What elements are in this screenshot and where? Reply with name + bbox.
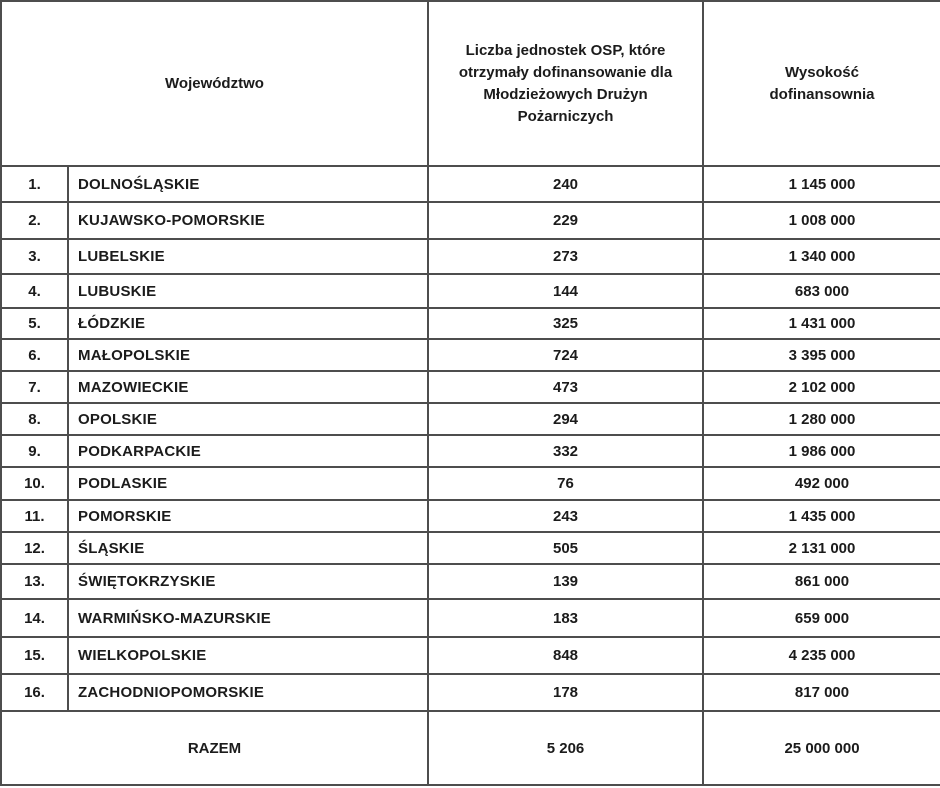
voivodeship-name-cell: ŚLĄSKIE <box>68 532 428 564</box>
total-amount-cell: 25 000 000 <box>703 711 940 785</box>
table-row <box>1 564 940 599</box>
voivodeship-name-cell: OPOLSKIE <box>68 403 428 435</box>
funding-amount-cell: 1 340 000 <box>703 239 940 274</box>
total-label-cell: RAZEM <box>1 711 428 785</box>
total-row <box>1 711 940 785</box>
row-number-cell: 8. <box>1 403 68 435</box>
header-wojewodztwo-label: Województwo <box>165 74 264 92</box>
osp-count-cell: 332 <box>428 435 703 467</box>
table-row <box>1 500 940 532</box>
funding-amount-cell: 1 280 000 <box>703 403 940 435</box>
header-osp-count <box>428 1 703 166</box>
voivodeship-name-cell: MAŁOPOLSKIE <box>68 339 428 371</box>
header-amount <box>703 1 940 166</box>
osp-count-cell: 243 <box>428 500 703 532</box>
funding-amount-cell: 2 102 000 <box>703 371 940 403</box>
voivodeship-name-cell: ŁÓDZKIE <box>68 308 428 339</box>
funding-amount-cell: 683 000 <box>703 274 940 308</box>
funding-amount-cell: 3 395 000 <box>703 339 940 371</box>
table-row <box>1 308 940 339</box>
row-number-cell: 3. <box>1 239 68 274</box>
table-row <box>1 166 940 202</box>
table-row <box>1 674 940 711</box>
osp-count-cell: 139 <box>428 564 703 599</box>
osp-count-cell: 178 <box>428 674 703 711</box>
table-row <box>1 239 940 274</box>
table-row <box>1 599 940 637</box>
funding-amount-cell: 817 000 <box>703 674 940 711</box>
funding-amount-cell: 2 131 000 <box>703 532 940 564</box>
row-number-cell: 11. <box>1 500 68 532</box>
funding-amount-cell: 1 431 000 <box>703 308 940 339</box>
header-amount-label: Wysokość dofinansownia <box>769 63 875 103</box>
voivodeship-name-cell: LUBUSKIE <box>68 274 428 308</box>
voivodeship-name-cell: ZACHODNIOPOMORSKIE <box>68 674 428 711</box>
table-row <box>1 202 940 239</box>
table-row <box>1 339 940 371</box>
row-number-cell: 16. <box>1 674 68 711</box>
table-row <box>1 435 940 467</box>
table-row <box>1 403 940 435</box>
header-row <box>1 1 940 166</box>
osp-count-cell: 183 <box>428 599 703 637</box>
row-number-cell: 12. <box>1 532 68 564</box>
voivodeship-name-cell: ŚWIĘTOKRZYSKIE <box>68 564 428 599</box>
total-count-cell: 5 206 <box>428 711 703 785</box>
table-row <box>1 467 940 500</box>
voivodeship-name-cell: PODLASKIE <box>68 467 428 500</box>
funding-amount-cell: 4 235 000 <box>703 637 940 674</box>
osp-count-cell: 325 <box>428 308 703 339</box>
osp-count-cell: 144 <box>428 274 703 308</box>
voivodeship-name-cell: WARMIŃSKO-MAZURSKIE <box>68 599 428 637</box>
voivodeship-name-cell: WIELKOPOLSKIE <box>68 637 428 674</box>
osp-count-cell: 294 <box>428 403 703 435</box>
table-header <box>1 1 940 166</box>
row-number-cell: 10. <box>1 467 68 500</box>
osp-count-cell: 473 <box>428 371 703 403</box>
funding-amount-cell: 1 986 000 <box>703 435 940 467</box>
voivodeship-name-cell: MAZOWIECKIE <box>68 371 428 403</box>
voivodeship-name-cell: PODKARPACKIE <box>68 435 428 467</box>
row-number-cell: 1. <box>1 166 68 202</box>
osp-count-cell: 724 <box>428 339 703 371</box>
osp-count-cell: 505 <box>428 532 703 564</box>
voivodeship-name-cell: LUBELSKIE <box>68 239 428 274</box>
row-number-cell: 2. <box>1 202 68 239</box>
funding-amount-cell: 861 000 <box>703 564 940 599</box>
voivodeship-name-cell: POMORSKIE <box>68 500 428 532</box>
table-row <box>1 274 940 308</box>
table-row <box>1 637 940 674</box>
header-osp-count-label: Liczba jednostek OSP, które otrzymały dofinansowanie dla Młodzieżowych Drużyn Pożarniczych <box>458 41 673 125</box>
row-number-cell: 15. <box>1 637 68 674</box>
voivodeship-name-cell: KUJAWSKO-POMORSKIE <box>68 202 428 239</box>
row-number-cell: 7. <box>1 371 68 403</box>
osp-count-cell: 229 <box>428 202 703 239</box>
funding-amount-cell: 659 000 <box>703 599 940 637</box>
table-row <box>1 371 940 403</box>
row-number-cell: 6. <box>1 339 68 371</box>
osp-count-cell: 273 <box>428 239 703 274</box>
table-body <box>1 166 940 711</box>
row-number-cell: 4. <box>1 274 68 308</box>
funding-amount-cell: 492 000 <box>703 467 940 500</box>
funding-amount-cell: 1 145 000 <box>703 166 940 202</box>
funding-amount-cell: 1 008 000 <box>703 202 940 239</box>
row-number-cell: 13. <box>1 564 68 599</box>
funding-amount-cell: 1 435 000 <box>703 500 940 532</box>
table-footer <box>1 711 940 785</box>
header-wojewodztwo <box>1 1 428 166</box>
row-number-cell: 14. <box>1 599 68 637</box>
table-row <box>1 532 940 564</box>
voivodeship-name-cell: DOLNOŚLĄSKIE <box>68 166 428 202</box>
osp-count-cell: 848 <box>428 637 703 674</box>
osp-count-cell: 76 <box>428 467 703 500</box>
osp-count-cell: 240 <box>428 166 703 202</box>
row-number-cell: 5. <box>1 308 68 339</box>
row-number-cell: 9. <box>1 435 68 467</box>
